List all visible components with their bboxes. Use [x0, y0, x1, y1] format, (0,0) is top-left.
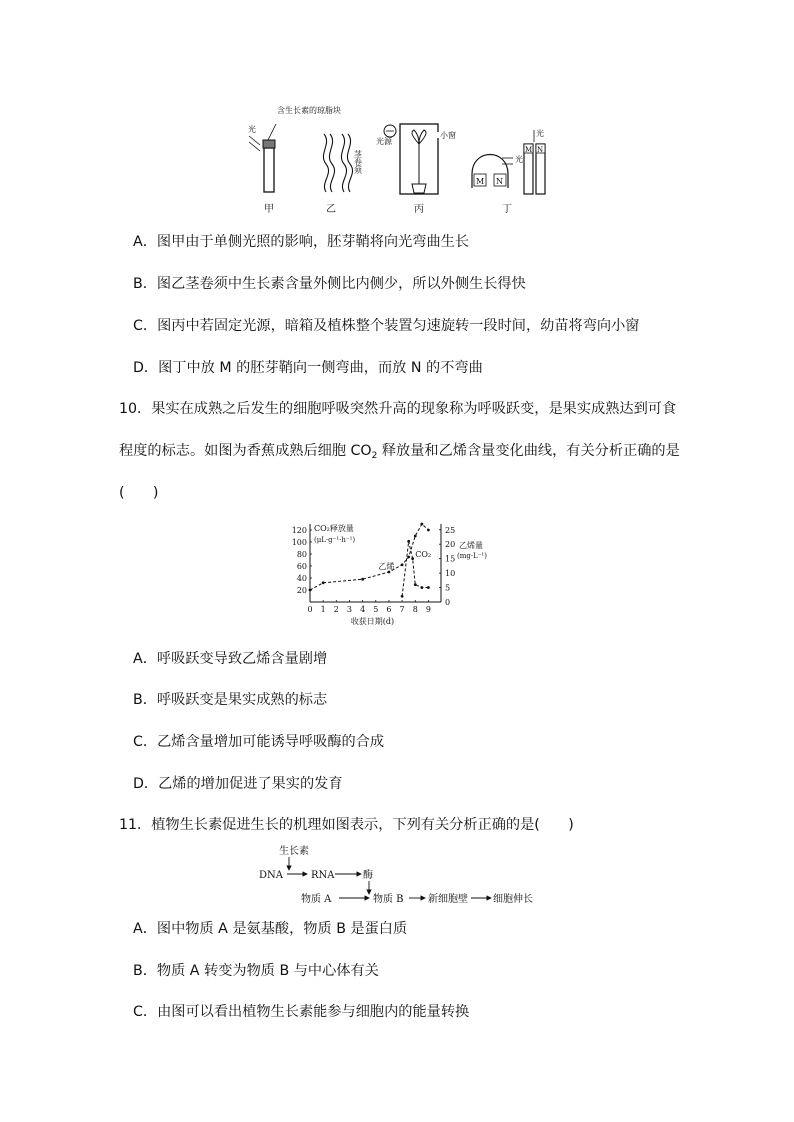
diagram-new-cell-wall: 新细胞壁 [428, 894, 468, 905]
series-label-co2: CO₂ [415, 550, 432, 559]
q10-option-c: C．乙烯含量增加可能诱导呼吸酶的合成 [133, 734, 385, 750]
x-tick-label: 7 [399, 605, 405, 614]
q9-option-d: D．图丁中放 M 的胚芽鞘向一侧弯曲，而放 N 的不弯曲 [133, 360, 483, 376]
series-point-1 [401, 595, 404, 598]
x-tick-label: 4 [360, 605, 366, 614]
label-small-window: 小窗 [440, 131, 456, 140]
q10-stem-line2 [119, 441, 680, 466]
figure-yi [323, 134, 352, 192]
x-tick-label: 5 [373, 605, 379, 614]
q9-figure [240, 96, 560, 221]
series-point-1 [411, 557, 414, 560]
q10-stem-line2-post: 释放量和乙烯含量变化曲线，有关分析正确的是 [377, 443, 680, 459]
q10-stem-line2-sub: 2 [371, 451, 378, 461]
y-right-unit: (mg·L⁻¹) [457, 552, 487, 560]
y-right-tick-label: 0 [445, 598, 451, 607]
diagram-cell-elongation: 细胞伸长 [493, 894, 533, 905]
q11-option-b: B．物质 A 转变为物质 B 与中心体有关 [133, 963, 379, 979]
caption-ding: 丁 [502, 204, 512, 215]
series-point-0 [414, 535, 417, 538]
q9-option-a: A．图甲由于单侧光照的影响，胚芽鞘将向光弯曲生长 [133, 234, 470, 250]
x-tick-label: 0 [307, 605, 313, 614]
y-right-tick-label: 10 [445, 569, 456, 579]
y-left-tick-label: 80 [296, 550, 307, 559]
series-point-0 [309, 589, 312, 592]
figure-jia [248, 105, 341, 215]
series-point-0 [361, 578, 364, 581]
q10-chart-svg [280, 520, 520, 630]
q10-answer-bracket: ( ) [119, 485, 159, 501]
label-light-jia: 光 [248, 125, 256, 134]
series-point-0 [401, 563, 404, 566]
diagram-substance-a: 物质 A [301, 894, 332, 905]
x-tick-label: 6 [386, 605, 392, 614]
y-left-tick-label: 60 [296, 562, 307, 571]
label-light-ding-left: 光 [515, 155, 523, 164]
series-point-0 [388, 571, 391, 574]
series-point-0 [407, 556, 410, 559]
q9-option-b: B．图乙茎卷须中生长素含量外侧比内侧少，所以外侧生长得快 [133, 276, 526, 292]
label-light-source: 光源 [376, 137, 392, 146]
series-point-1 [420, 586, 423, 589]
figure-ding [472, 128, 545, 215]
y-left-tick-label: 40 [296, 574, 307, 583]
y-right-tick-label: 15 [445, 554, 456, 564]
caption-yi: 乙 [326, 204, 336, 215]
q10-stem-line2-pre: 程度的标志。如图为香蕉成熟后细胞 CO [119, 443, 372, 459]
caption-bing: 丙 [414, 204, 424, 215]
x-tick-label: 2 [333, 605, 339, 614]
label-auxin-agar-block: 含生长素的琼脂块 [277, 106, 341, 115]
q10-option-a: A．呼吸跃变导致乙烯含量剧增 [133, 651, 328, 667]
x-tick-label: 9 [425, 605, 431, 614]
y-right-tick-label: 20 [445, 540, 456, 550]
series-point-1 [427, 586, 430, 589]
q11-option-c: C．由图可以看出植物生长素能参与细胞内的能量转换 [133, 1004, 470, 1020]
caption-jia: 甲 [264, 204, 274, 215]
q11-option-a: A．图中物质 A 是氨基酸，物质 B 是蛋白质 [133, 921, 408, 937]
y-left-tick-label: 120 [291, 526, 307, 535]
q11-diagram-svg [255, 840, 555, 910]
diagram-rna: RNA [311, 870, 335, 881]
q10-option-d: D．乙烯的增加促进了果实的发育 [133, 776, 343, 792]
x-axis-title: 收获日期(d) [350, 617, 395, 626]
q10-option-b: B．呼吸跃变是果实成熟的标志 [133, 692, 328, 708]
y-left-tick-label: 20 [296, 586, 307, 595]
diagram-enzyme: 酶 [363, 870, 373, 881]
series-point-0 [420, 523, 423, 526]
series-point-0 [322, 581, 325, 584]
q9-option-c: C．图丙中若固定光源，暗箱及植株整个装置匀速旋转一段时间，幼苗将弯向小窗 [133, 318, 640, 334]
label-stem-tendril: 茎卷须 [353, 150, 363, 174]
series-point-1 [407, 540, 410, 543]
x-tick-label: 8 [412, 605, 418, 614]
q11-stem: 11．植物生长素促进生长的机理如图表示，下列有关分析正确的是( ) [119, 817, 574, 833]
y-right-title: 乙烯量 [459, 541, 483, 550]
series-line-0 [310, 524, 428, 590]
q9-figure-svg [240, 96, 560, 221]
label-n-coleoptile: N [537, 146, 544, 154]
x-tick-label: 3 [346, 605, 353, 614]
q10-chart [280, 520, 520, 630]
label-m-coleoptile: M [525, 146, 533, 154]
label-light-ding-top: 光 [536, 129, 544, 138]
y-right-tick-label: 25 [445, 525, 456, 535]
series-label-ethylene: 乙烯 [378, 562, 395, 571]
y-left-tick-label: 100 [291, 538, 307, 547]
series-point-1 [414, 583, 417, 586]
diagram-auxin: 生长素 [279, 846, 309, 857]
x-tick-label: 1 [320, 605, 326, 614]
y-left-title: CO₂释放量 [314, 524, 354, 533]
y-left-unit: (μL·g⁻¹·h⁻¹) [314, 536, 356, 544]
q11-diagram [255, 840, 555, 910]
label-n-block: N [496, 177, 503, 186]
diagram-dna: DNA [259, 870, 283, 881]
q10-stem-line1: 10．果实在成熟之后发生的细胞呼吸突然升高的现象称为呼吸跃变，是果实成熟达到可食 [119, 401, 677, 417]
y-right-tick-label: 5 [445, 583, 451, 593]
figure-bing [376, 124, 456, 215]
label-m-block: M [476, 177, 485, 186]
series-point-0 [427, 529, 430, 532]
diagram-substance-b: 物质 B [373, 894, 404, 905]
